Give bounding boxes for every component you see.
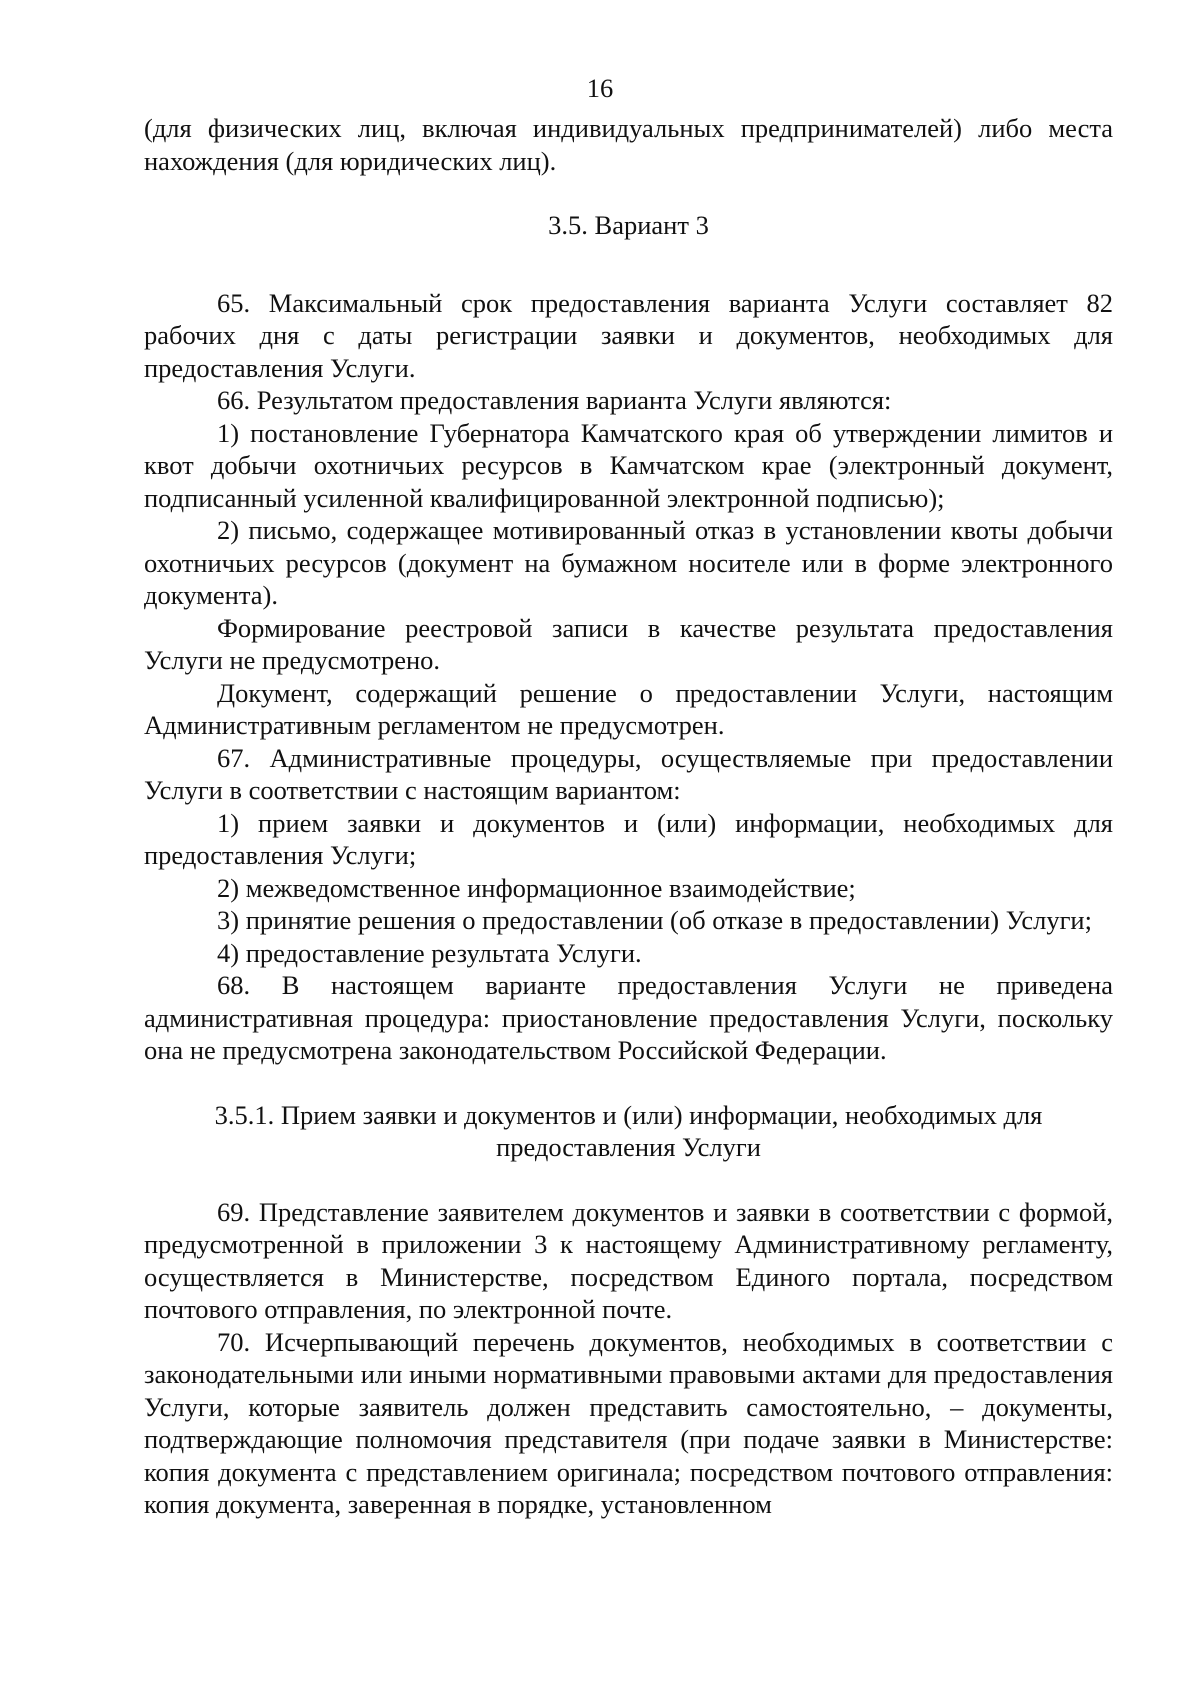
paragraph-70: 70. Исчерпывающий перечень документов, необходимых в соответствии с законодательными или иными нормативными правовыми актами для предоставления Услуги, которые заявитель должен представить самостоятельно, – документы, подтверждающие полномочия представителя (при подаче заявки в Министерстве: копия документа с представлением оригинала; посредством почтового отправления: копия документа, заверенная в порядке, установленном xyxy=(144,1326,1113,1519)
section-heading: 3.5. Вариант 3 xyxy=(548,210,709,240)
paragraph-continuation: (для физических лиц, включая индивидуальных предпринимателей) либо места нахождения (для юридических лиц). xyxy=(144,113,1113,176)
paragraph-69: 69. Представление заявителем документов и заявки в соответствии с формой, предусмотренной в приложении 3 к настоящему Административному регламенту, осуществляется в Министерстве, посредством Единого портала, посредством почтового отправления, по электронной почте. xyxy=(144,1196,1113,1324)
document-body xyxy=(144,112,1113,1521)
paragraph-66: 66. Результатом предоставления варианта Услуги являются: xyxy=(217,385,892,415)
paragraph-decision-document: Документ, содержащий решение о предоставлении Услуги, настоящим Административным регламентом не предусмотрен. xyxy=(144,677,1113,740)
paragraph-67-item-1: 1) прием заявки и документов и (или) информации, необходимых для предоставления Услуги; xyxy=(144,807,1113,870)
paragraph-67: 67. Административные процедуры, осуществляемые при предоставлении Услуги в соответствии с настоящим вариантом: xyxy=(144,742,1113,805)
paragraph-68: 68. В настоящем варианте предоставления Услуги не приведена административная процедура: приостановление предоставления Услуги, поскольку она не предусмотрена законодательством Российской Федерации. xyxy=(144,970,1113,1065)
paragraph-67-item-2: 2) межведомственное информационное взаимодействие; xyxy=(217,872,856,903)
page-number: 16 xyxy=(586,73,614,103)
paragraph-66-item-1: 1) постановление Губернатора Камчатского края об утверждении лимитов и квот добычи охотничьих ресурсов в Камчатском крае (электронный документ, подписанный усиленной квалифицированной электронной подписью); xyxy=(144,417,1113,513)
paragraph-registry-record: Формирование реестровой записи в качестве результата предоставления Услуги не предусмотрено. xyxy=(144,612,1113,675)
paragraph-67-item-4: 4) предоставление результата Услуги. xyxy=(217,937,642,968)
paragraph-67-item-3: 3) принятие решения о предоставлении (об отказе в предоставлении) Услуги; xyxy=(217,905,1092,935)
paragraph-65: 65. Максимальный срок предоставления варианта Услуги составляет 82 рабочих дня с даты регистрации заявки и документов, необходимых для предоставления Услуги. xyxy=(144,287,1113,383)
subsection-heading: 3.5.1. Прием заявки и документов и (или) информации, необходимых для предоставления Услуги xyxy=(214,1099,1043,1162)
paragraph-66-item-2: 2) письмо, содержащее мотивированный отказ в установлении квоты добычи охотничьих ресурсов (документ на бумажном носителе или в форме электронного документа). xyxy=(144,515,1113,610)
